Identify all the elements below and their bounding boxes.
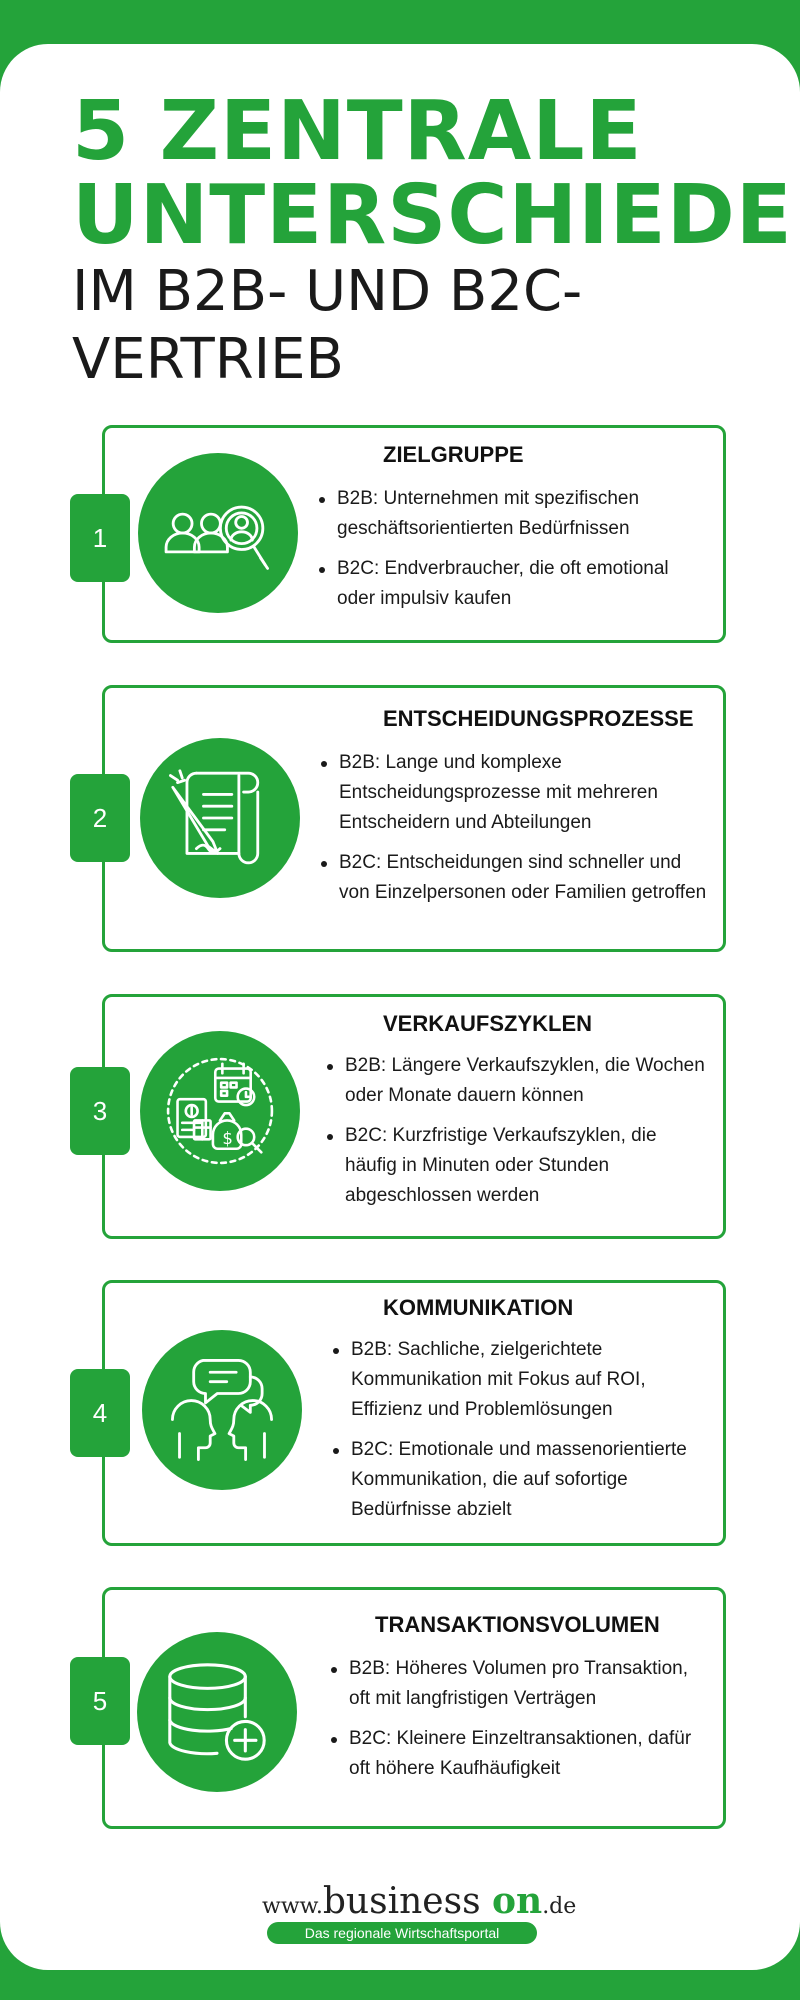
bullet-list (329, 1335, 711, 1535)
section-heading: KOMMUNIKATION (383, 1295, 574, 1320)
logo-on: on (492, 1880, 543, 1922)
section-heading: ZIELGRUPPE (383, 442, 524, 467)
section-icon-circle-1 (138, 453, 298, 613)
title-line-1: 5 ZENTRALE (72, 84, 643, 179)
sales-cycle-icon (161, 1052, 279, 1170)
bullet-list (323, 1051, 707, 1221)
title-line-3: IM B2B- UND B2C- (72, 259, 583, 324)
section-heading: TRANSAKTIONSVOLUMEN (375, 1612, 660, 1637)
section-icon-circle-4 (142, 1330, 302, 1490)
section-icon-circle-3 (140, 1031, 300, 1191)
bullet-list (315, 484, 705, 624)
logo-tagline: Das regionale Wirtschaftsportal (267, 1922, 537, 1944)
b2b-bullet: B2B: Sachliche, zielgerichtete Kommunikation mit Fokus auf ROI, Effizienz und Problemlösungen (329, 1335, 711, 1425)
communication-icon (163, 1351, 281, 1469)
section-number-5: 5 (70, 1657, 130, 1745)
target-audience-icon (159, 474, 277, 592)
section-heading: ENTSCHEIDUNGSPROZESSE (383, 706, 694, 731)
b2b-bullet: B2B: Längere Verkaufszyklen, die Wochen oder Monate dauern können (323, 1051, 707, 1111)
b2c-bullet: B2C: Kleinere Einzeltransaktionen, dafür oft höhere Kaufhäufigkeit (327, 1724, 713, 1784)
b2c-bullet: B2C: Kurzfristige Verkaufszyklen, die häufig in Minuten oder Stunden abgeschlossen werden (323, 1121, 707, 1211)
b2b-bullet: B2B: Unternehmen mit spezifischen geschäftsorientierten Bedürfnissen (315, 484, 705, 544)
section-heading: VERKAUFSZYKLEN (383, 1011, 593, 1036)
title-line-2: UNTERSCHIEDE (72, 168, 793, 263)
footer-logo[interactable] (262, 1880, 577, 1944)
section-number-2: 2 (70, 774, 130, 862)
section-number-3: 3 (70, 1067, 130, 1155)
logo-de: .de (542, 1894, 577, 1919)
section-icon-circle-2 (140, 738, 300, 898)
section-icon-circle-5 (137, 1632, 297, 1792)
b2c-bullet: B2C: Emotionale und massenorientierte Kommunikation, die auf sofortige Bedürfnisse abzielt (329, 1435, 711, 1525)
section-number-1: 1 (70, 494, 130, 582)
title-line-4: VERTRIEB (72, 327, 344, 392)
database-add-icon (158, 1653, 276, 1771)
logo-wordmark (262, 1880, 577, 1922)
svg-text:$: $ (222, 1129, 233, 1149)
contract-signing-icon (161, 759, 279, 877)
b2c-bullet: B2C: Entscheidungen sind schneller und von Einzelpersonen oder Familien getroffen (317, 848, 707, 908)
bullet-list (317, 748, 707, 918)
b2b-bullet: B2B: Höheres Volumen pro Transaktion, oft mit langfristigen Verträgen (327, 1654, 713, 1714)
bullet-list (327, 1654, 713, 1794)
logo-www: www. (262, 1894, 323, 1919)
section-number-4: 4 (70, 1369, 130, 1457)
b2b-bullet: B2B: Lange und komplexe Entscheidungsprozesse mit mehreren Entscheidern und Abteilungen (317, 748, 707, 838)
b2c-bullet: B2C: Endverbraucher, die oft emotional oder impulsiv kaufen (315, 554, 705, 614)
page-title (72, 84, 793, 394)
logo-business: business (322, 1881, 492, 1922)
